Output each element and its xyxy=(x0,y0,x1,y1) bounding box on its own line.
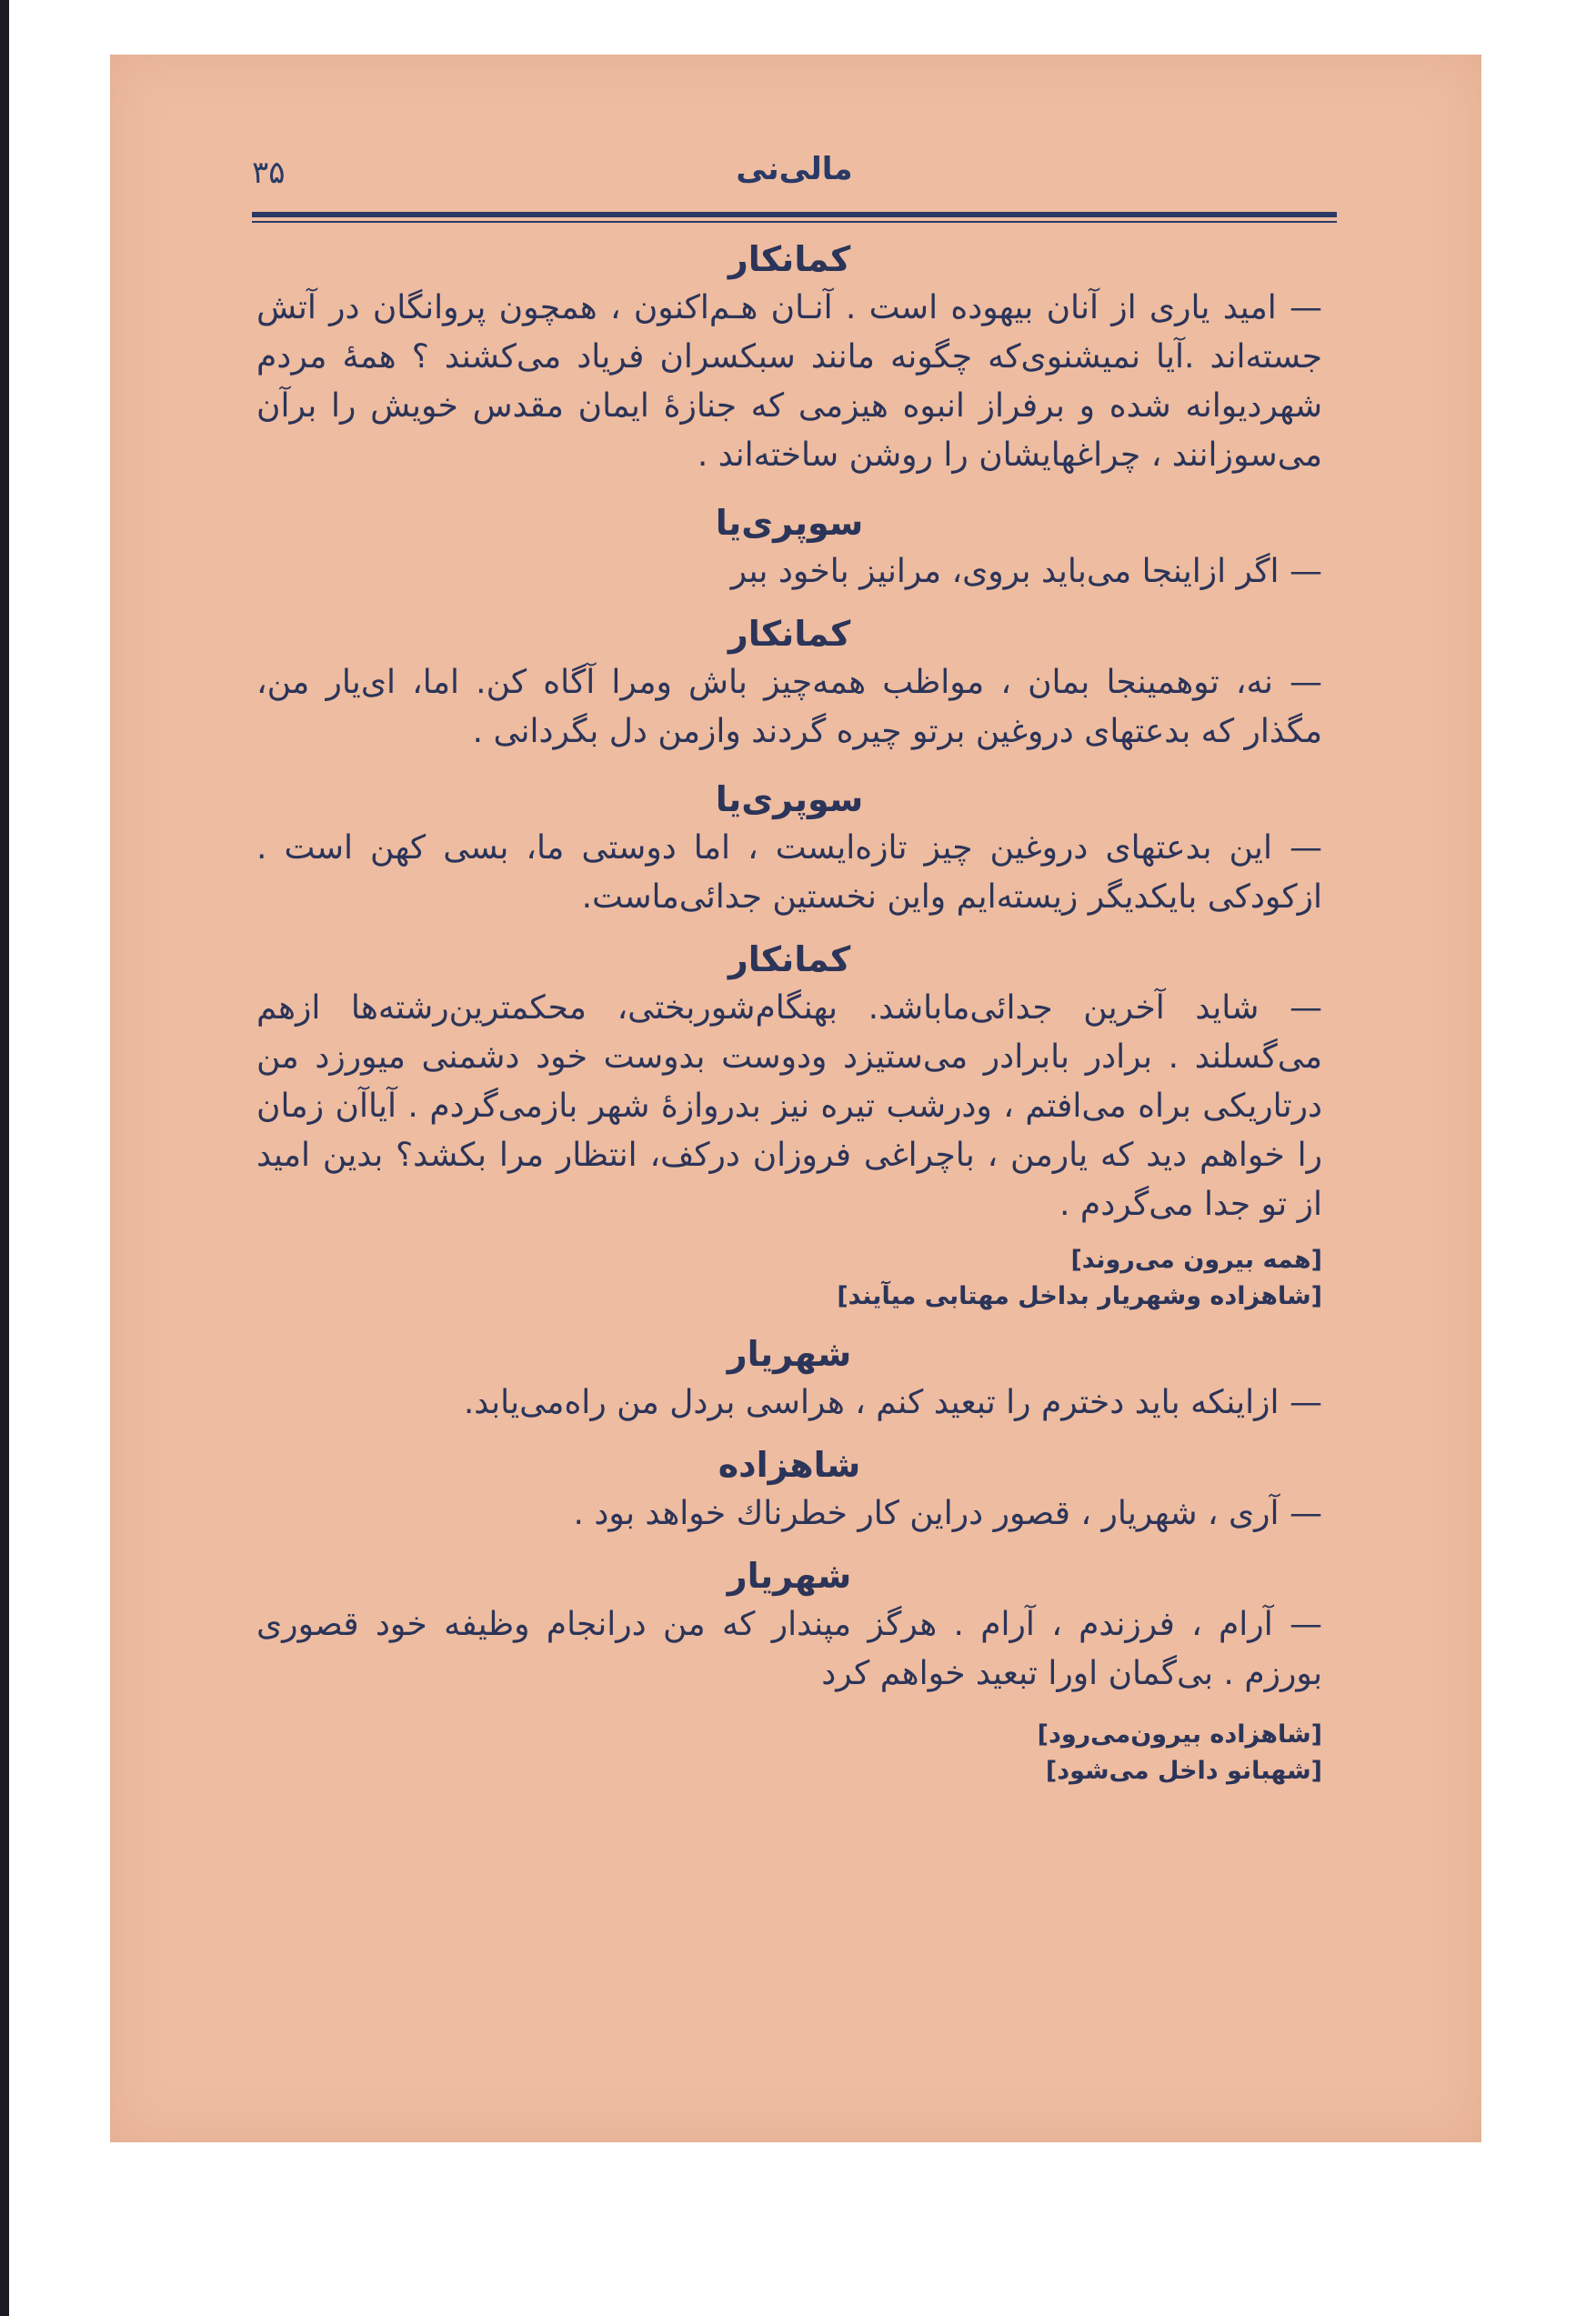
speaker-name: شهریار xyxy=(727,1334,852,1374)
page-number: ۳۵ xyxy=(252,155,286,191)
dialogue-text: — آری ، شهریار ، قصور دراین کار خطرناك خواهد بود . xyxy=(573,1495,1322,1532)
dialogue-text: — امید یاری از آنان بیهوده است . آنـان هـم‌اکنون ، همچون پروانگان در آتش جسته‌اند .آیا نمیشنوی‌که چگونه مانند سبکسران فریاد می‌کشند ؟ همهٔ مردم شهردیوانه شده و برفراز انبوه هیزمی که جنازهٔ ایمان مقدس خویش را برآن می‌سوزانند ، چراغهایشان را روشن ساخته‌اند . xyxy=(256,289,1322,474)
dialogue-block xyxy=(256,1551,1322,1699)
scan-edge xyxy=(0,0,9,2316)
header-rule-thin xyxy=(252,221,1337,223)
stage-direction: [شهبانو داخل می‌شود] xyxy=(1045,1757,1322,1785)
spacer xyxy=(256,1315,1322,1324)
dialogue-block xyxy=(256,235,1322,480)
dialogue-block xyxy=(256,935,1322,1229)
stage-direction: [همه بیرون می‌روند] xyxy=(1070,1246,1322,1274)
stage-direction: [شاهزاده بیرون‌می‌رود] xyxy=(1037,1720,1322,1749)
dialogue-text: — اگر ازاینجا می‌باید بروی، مرانیز باخود ببر xyxy=(730,553,1322,590)
dialogue-block xyxy=(256,1329,1322,1428)
header-rule-thick xyxy=(252,212,1337,217)
dialogue-text: — آرام ، فرزندم ، آرام . هرگز مپندار که من درانجام وظیفه خود قصوری بورزم . بی‌گمان اورا تبعید خواهم کرد xyxy=(256,1606,1322,1692)
dialogue-text: — شاید آخرین جدائی‌ماباشد. بهنگام‌شوربختی، محکمترین‌رشته‌ها ازهم می‌گسلند . برادر بابرادر می‌ستیزد ودوست بدوست خود دشمنی میورزد من درتاریکی براه می‌افتم ، ودرشب تیره نیز بدروازهٔ شهر بازمی‌گردم . آیاآن زمان را خواهم دید که یارمن ، باچراغی فروزان درکف، انتظار مرا بکشد؟ بدین امید از تو جدا می‌گردم . xyxy=(256,989,1322,1223)
page-header xyxy=(252,136,1337,191)
speaker-name: شهریار xyxy=(727,1556,852,1596)
dialogue-block xyxy=(256,609,1322,757)
dialogue-text: — این بدعتهای دروغین چیز تازه‌ایست ، اما دوستی ما، بسی کهن است . ازکودکی بایکدیگر زیسته‌ایم واین نخستین جدائی‌ماست. xyxy=(256,829,1322,916)
page-body xyxy=(256,229,1322,1790)
stage-direction: [شاهزاده وشهریار بداخل مهتابی میآیند] xyxy=(837,1282,1322,1310)
dialogue-block xyxy=(256,498,1322,597)
dialogue-text: — ازاینکه باید دخترم را تبعید کنم ، هراسی بردل من راه‌می‌یابد. xyxy=(463,1384,1322,1421)
speaker-name: کمانکار xyxy=(728,614,851,654)
speaker-name: کمانکار xyxy=(728,939,851,979)
dialogue-block xyxy=(256,1440,1322,1539)
speaker-name: سوپری‌یا xyxy=(715,503,864,543)
speaker-name: کمانکار xyxy=(728,239,851,279)
stage-directions xyxy=(256,1242,1322,1315)
stage-directions xyxy=(256,1717,1322,1790)
dialogue-block xyxy=(256,775,1322,922)
speaker-name: شاهزاده xyxy=(718,1445,861,1485)
running-title: مالی‌نی xyxy=(736,151,853,187)
speaker-name: سوپری‌یا xyxy=(715,779,864,819)
dialogue-text: — نه، توهمینجا بمان ، مواظب همه‌چیز باش ومرا آگاه کن. اما، ای‌یار من، مگذار که بدعتهای دروغین برتو چیره گردند وازمن دل بگردانی . xyxy=(256,664,1322,750)
